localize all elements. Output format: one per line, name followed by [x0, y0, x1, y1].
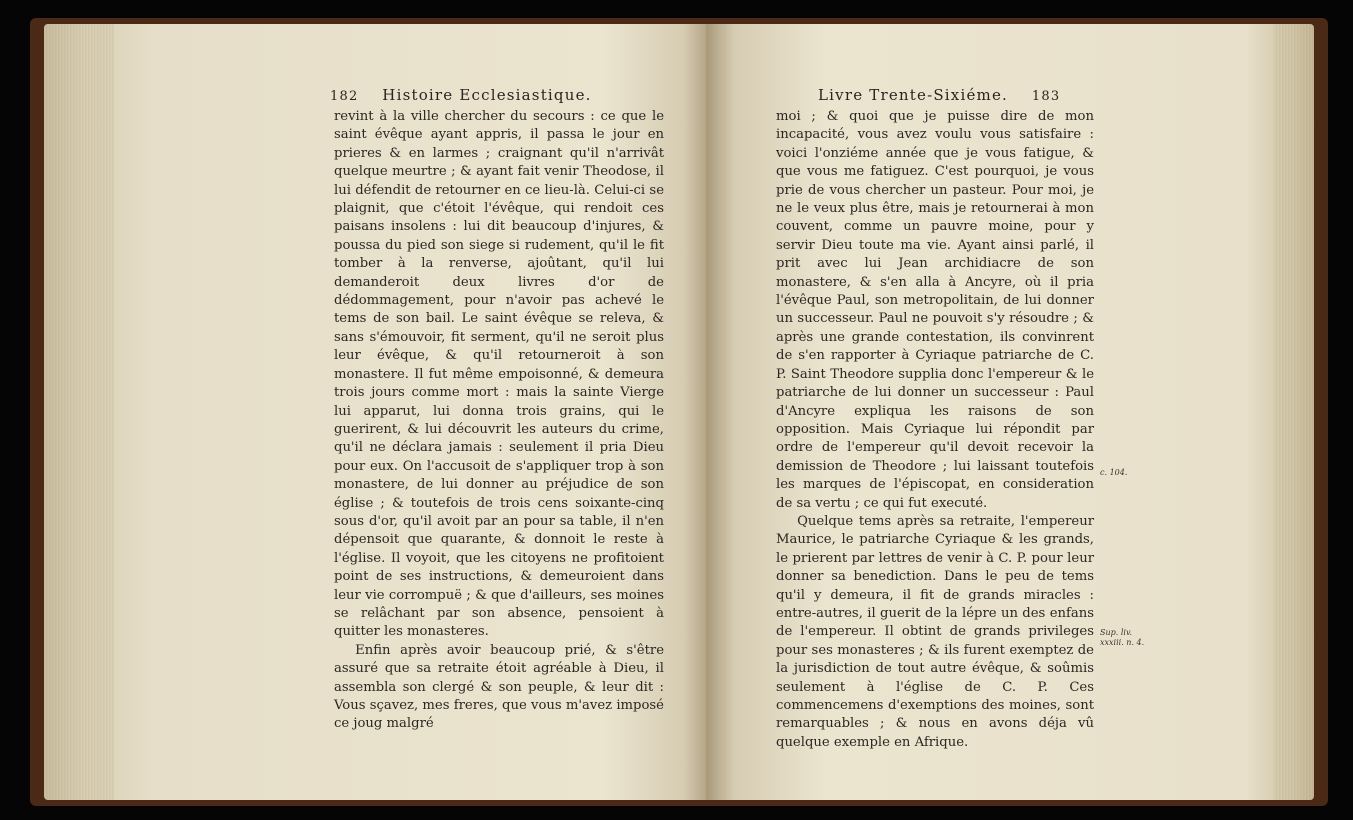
right-page — [706, 24, 1314, 800]
right-page-number: 183 — [1031, 89, 1061, 104]
right-running-head — [818, 86, 1060, 104]
left-page-number: 182 — [330, 89, 359, 104]
left-running-title: Histoire Ecclesiastique. — [382, 86, 592, 104]
right-running-title: Livre Trente-Sixiéme. — [818, 86, 1009, 104]
left-body-text — [334, 108, 664, 734]
margin-note: c. 104. — [1100, 468, 1128, 477]
right-paragraph: Quelque tems après sa retraite, l'empereur Maurice, le patriarche Cyriaque & les grands, le prierent par lettres de venir à C. P. pour leur donner sa benediction. Dans le peu de tems qu'il y demeura, il fit de grands miracles : entre-autres, il guerit de la lépre un des enfans de l'empereur. Il obtint de grands privileges pour ses monasteres ; & ils furent exemptez de la jurisdiction de tout autre évêque, & soûmis seulement à l'église de C. P. Ces commencemens d'exemptions des moines, sont remarquables ; & nous en avons déja vû quelque exemple en Afrique. — [776, 513, 1094, 750]
right-page-edges — [1274, 24, 1314, 800]
left-page-edges — [44, 24, 114, 800]
open-book — [30, 18, 1328, 806]
right-body-text — [776, 108, 1094, 752]
left-page — [44, 24, 714, 800]
left-running-head — [330, 86, 592, 104]
right-paragraph: moi ; & quoi que je puisse dire de mon incapacité, vous avez voulu vous satisfaire : voici l'onziéme année que je vous fatigue, & que vous me fatiguez. C'est pourquoi, je vous prie de vous chercher un pasteur. Pour moi, je ne le veux plus être, mais je retournerai à mon couvent, comme un pauvre moine, pour y servir Dieu toute ma vie. Ayant ainsi parlé, il prit avec lui Jean archidiacre de son monastere, & s'en alla à Ancyre, où il pria l'évêque Paul, son metropolitain, de lui donner un successeur. Paul ne pouvoit s'y résoudre ; & après une grande contestation, ils convinrent de s'en rapporter à Cyriaque patriarche de C. P. Saint Theodore supplia donc l'empereur & le patriarche de lui donner un successeur : Paul d'Ancyre expliqua les raisons de son opposition. Mais Cyriaque lui répondit par ordre de l'empereur qu'il devoit recevoir la demission de Theodore ; lui laissant toutefois les marques de l'épiscopat, en consideration de sa vertu ; ce qui fut executé. — [776, 109, 1094, 511]
left-paragraph: Enfin après avoir beaucoup prié, & s'être assuré que sa retraite étoit agréable à Dieu, il assembla son clergé & son peuple, & leur dit : Vous sçavez, mes freres, que vous m'avez imposé ce joug malgré — [334, 642, 664, 732]
margin-note: Sup. liv. xxxiii. n. 4. — [1100, 628, 1145, 647]
left-paragraph: revint à la ville chercher du secours : ce que le saint évêque ayant appris, il passa le jour en prieres & en larmes ; craignant qu'il n'arrivât quelque meurtre ; & ayant fait venir Theodose, il lui défendit de retourner en ce lieu-là. Celui-ci se plaignit, que c'étoit l'évêque, qui rendoit ces paisans insolens : lui dit beaucoup d'injures, & poussa du pied son siege si rudement, qu'il le fit tomber à la renverse, ajoûtant, qu'il lui demanderoit deux livres d'or de dédommagement, pour n'avoir pas achevé le tems de son bail. Le saint évêque se releva, & sans s'émouvoir, fit serment, qu'il ne seroit plus leur évêque, & qu'il retourneroit à son monastere. Il fut même empoisonné, & demeura trois jours comme mort : mais la sainte Vierge lui apparut, lui donna trois grains, qui le guerirent, & lui découvrit les auteurs du crime, qu'il ne déclara jamais : seulement il pria Dieu pour eux. On l'accusoit de s'appliquer trop à son monastere, de lui donner au préjudice de son église ; & toutefois de trois cens soixante-cinq sous d'or, qu'il avoit par an pour sa table, il n'en dépensoit que quarante, & donnoit le reste à l'église. Il voyoit, que les citoyens ne profitoient point de ses instructions, & demeuroient dans leur vie corrompuë ; & que d'ailleurs, ses moines se relâchant par son absence, pensoient à quitter les monasteres. — [334, 109, 664, 640]
